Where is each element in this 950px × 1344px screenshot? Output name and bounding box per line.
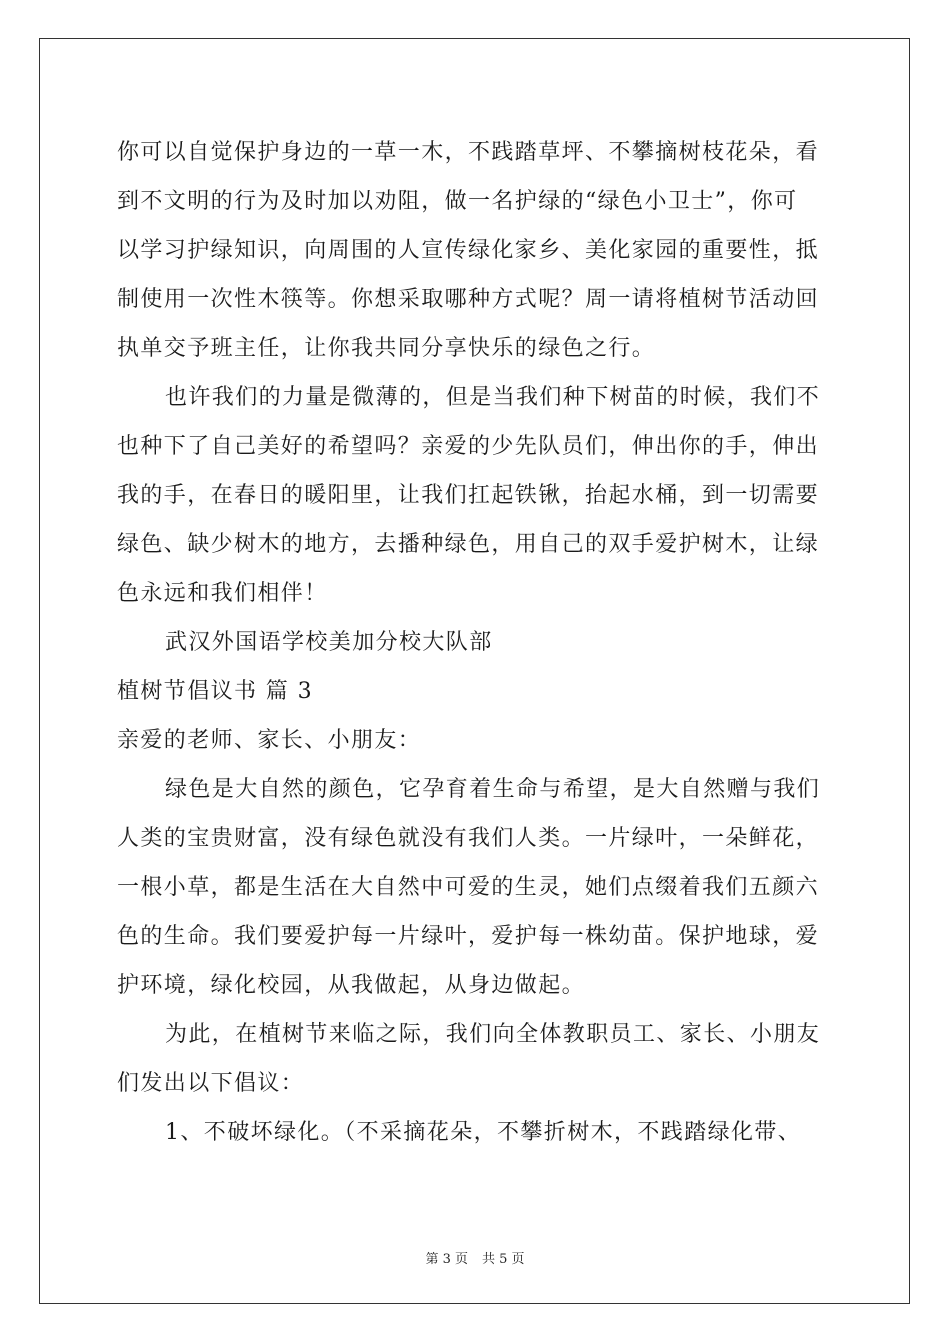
text-line: 到不文明的行为及时加以劝阻，做一名护绿的“绿色小卫士”，你可 xyxy=(117,189,798,214)
text-line: 你可以自觉保护身边的一草一木，不践踏草坪、不攀摘树枝花朵，看 xyxy=(117,140,820,165)
text-line: 绿色、缺少树木的地方，去播种绿色，用自己的双手爱护树木，让绿 xyxy=(117,532,820,557)
page-footer xyxy=(0,1248,950,1267)
text-line: 色的生命。我们要爱护每一片绿叶，爱护每一株幼苗。保护地球，爱 xyxy=(117,924,820,949)
text-line: 我的手，在春日的暖阳里，让我们扛起铁锹，抬起水桶，到一切需要 xyxy=(117,483,820,508)
text-line: 也许我们的力量是微薄的，但是当我们种下树苗的时候，我们不 xyxy=(165,385,821,410)
text-line: 人类的宝贵财富，没有绿色就没有我们人类。一片绿叶，一朵鲜花， xyxy=(117,826,820,851)
list-item: 1、不破坏绿化。（不采摘花朵，不攀折树木，不践踏绿化带、 xyxy=(165,1120,802,1145)
text-line: 以学习护绿知识，向周围的人宣传绿化家乡、美化家园的重要性，抵 xyxy=(117,238,820,263)
section-heading: 植树节倡议书 篇 3 xyxy=(117,679,313,704)
page-total: 共 5 页 xyxy=(482,1252,525,1267)
text-line: 一根小草，都是生活在大自然中可爱的生灵，她们点缀着我们五颜六 xyxy=(117,875,820,900)
text-line: 执单交予班主任，让你我共同分享快乐的绿色之行。 xyxy=(117,336,656,361)
salutation: 亲爱的老师、家长、小朋友： xyxy=(117,728,422,753)
text-line: 为此，在植树节来临之际，我们向全体教职员工、家长、小朋友 xyxy=(165,1022,821,1047)
text-line: 色永远和我们相伴！ xyxy=(117,581,328,606)
signature-line: 武汉外国语学校美加分校大队部 xyxy=(165,630,493,655)
text-line: 绿色是大自然的颜色，它孕育着生命与希望，是大自然赠与我们 xyxy=(165,777,821,802)
text-line: 护环境，绿化校园，从我做起，从身边做起。 xyxy=(117,973,586,998)
page-number: 第 3 页 xyxy=(425,1252,468,1267)
text-line: 制使用一次性木筷等。你想采取哪种方式呢？周一请将植树节活动回 xyxy=(117,287,820,312)
document-body xyxy=(117,128,833,1157)
text-line: 也种下了自己美好的希望吗？亲爱的少先队员们，伸出你的手，伸出 xyxy=(117,434,820,459)
text-line: 们发出以下倡议： xyxy=(117,1071,305,1096)
